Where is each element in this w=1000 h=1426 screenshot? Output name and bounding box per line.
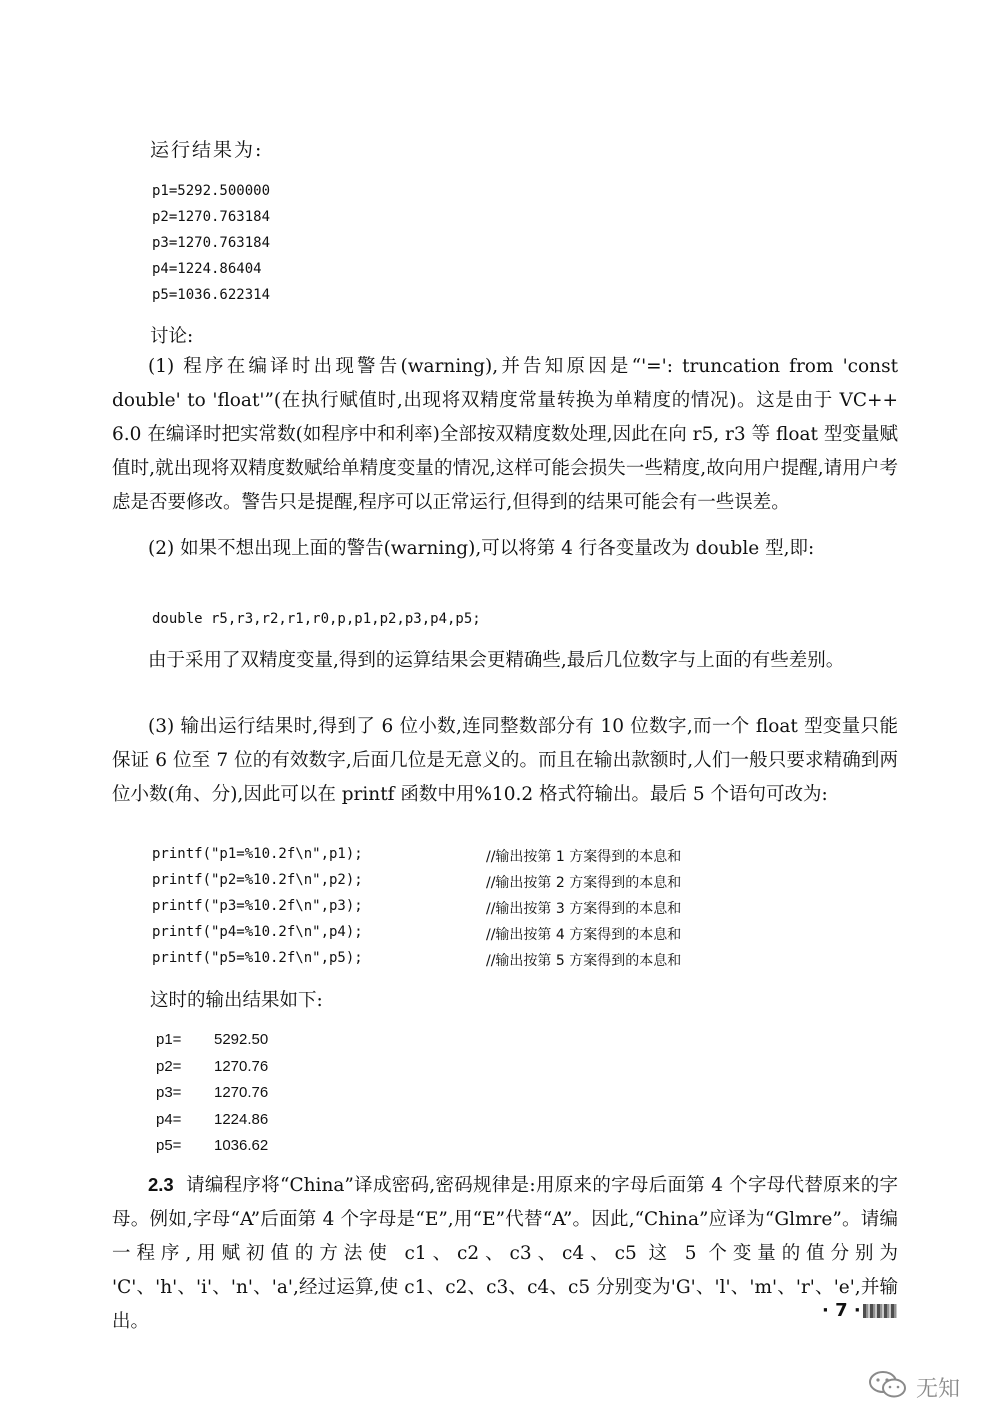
paragraph-4-text: (3) 输出运行结果时,得到了 6 位小数,连同整数部分有 10 位数字,而一个 float 型变量只能保证 6 位至 7 位的有效数字,后面几位是无意义的。而且在输出款额时,人们一般只要求精确到两位小数(角、分),因此可以在 printf 函数中用%10.2 格式符输出。最后 5 个语句可改为: xyxy=(112,716,898,805)
printf-statement: printf("p4=%10.2f\n",p4); xyxy=(152,924,363,940)
discussion-paragraph-2 xyxy=(112,532,898,566)
scan-smudge xyxy=(863,1304,897,1318)
code-comment: //输出按第 1 方案得到的本息和 xyxy=(486,849,682,865)
output-value: 1036.62 xyxy=(214,1137,269,1154)
paragraph-2-text: (2) 如果不想出现上面的警告(warning),可以将第 4 行各变量改为 double 型,即: xyxy=(148,538,815,559)
output-label: p2= xyxy=(156,1058,182,1075)
output-value: 1224.86 xyxy=(214,1111,269,1128)
exercise-text: 请编程序将“China”译成密码,密码规律是:用原来的字母后面第 4 个字母代替原来的字母。例如,字母“A”后面第 4 个字母是“E”,用“E”代替“A”。因此,“China”应译为“Glmre”。请编一程序,用赋初值的方法使 c1、c2、c3、c4、c5 这 5 个变量的值分别为 'C'、'h'、'i'、'n'、'a',经过运算,使 c1、c2、c3、c4、c5 分别变为'G'、'l'、'm'、'r'、'e',并输出。 xyxy=(112,1175,898,1332)
result-line-p3: p3=1270.763184 xyxy=(152,235,271,251)
printf-statement: printf("p5=%10.2f\n",p5); xyxy=(152,950,363,966)
code-line xyxy=(152,950,852,976)
result-line-p2: p2=1270.763184 xyxy=(152,209,271,225)
output-value: 5292.50 xyxy=(214,1031,269,1048)
discussion-paragraph-4 xyxy=(112,710,898,812)
double-declaration-code: double r5,r3,r2,r1,r0,p,p1,p2,p3,p4,p5; xyxy=(152,611,481,627)
code-comment: //输出按第 5 方案得到的本息和 xyxy=(486,953,682,969)
paragraph-1-text: (1) 程序在编译时出现警告(warning),并告知原因是“'=': truncation from 'const double' to 'float'”(在执行赋值时,出现将双精度常量转换为单精度的情况)。这是由于 VC++ 6.0 在编译时把实常数(如程序中和利率)全部按双精度数处理,因此在向 r5, r3 等 float 型变量赋值时,就出现将双精度数赋给单精度变量的情况,这样可能会损失一些精度,故向用户提醒,请用户考虑是否要修改。警告只是提醒,程序可以正常运行,但得到的结果可能会有一些误差。 xyxy=(112,356,898,513)
result-line-p1: p1=5292.500000 xyxy=(152,183,271,199)
exercise-2-3 xyxy=(112,1168,898,1339)
discussion-label: 讨论: xyxy=(150,326,194,347)
output-value: 1270.76 xyxy=(214,1058,269,1075)
page-number xyxy=(822,1300,897,1321)
code-line xyxy=(152,872,852,898)
printf-statement: printf("p3=%10.2f\n",p3); xyxy=(152,898,363,914)
output-heading: 这时的输出结果如下: xyxy=(150,990,323,1011)
printf-statement: printf("p2=%10.2f\n",p2); xyxy=(152,872,363,888)
watermark-text: 无知 xyxy=(916,1376,961,1402)
output-value: 1270.76 xyxy=(214,1084,269,1101)
code-line xyxy=(152,898,852,924)
results-heading: 运行结果为: xyxy=(150,139,264,161)
wechat-icon xyxy=(868,1369,908,1405)
discussion-paragraph-1 xyxy=(112,350,898,520)
output-label: p1= xyxy=(156,1031,182,1048)
code-line xyxy=(152,846,852,872)
watermark xyxy=(868,1370,960,1404)
result-line-p5: p5=1036.622314 xyxy=(152,287,271,303)
output-label: p5= xyxy=(156,1137,182,1154)
page-number-text: · 7 · xyxy=(822,1300,861,1321)
output-label: p4= xyxy=(156,1111,182,1128)
code-line xyxy=(152,924,852,950)
paragraph-3-text: 由于采用了双精度变量,得到的运算结果会更精确些,最后几位数字与上面的有些差别。 xyxy=(148,650,845,671)
code-comment: //输出按第 3 方案得到的本息和 xyxy=(486,901,682,917)
output-label: p3= xyxy=(156,1084,182,1101)
code-comment: //输出按第 2 方案得到的本息和 xyxy=(486,875,682,891)
code-comment: //输出按第 4 方案得到的本息和 xyxy=(486,927,682,943)
exercise-number: 2.3 xyxy=(148,1174,174,1195)
printf-statement: printf("p1=%10.2f\n",p1); xyxy=(152,846,363,862)
discussion-paragraph-3 xyxy=(112,644,898,678)
result-line-p4: p4=1224.86404 xyxy=(152,261,262,277)
